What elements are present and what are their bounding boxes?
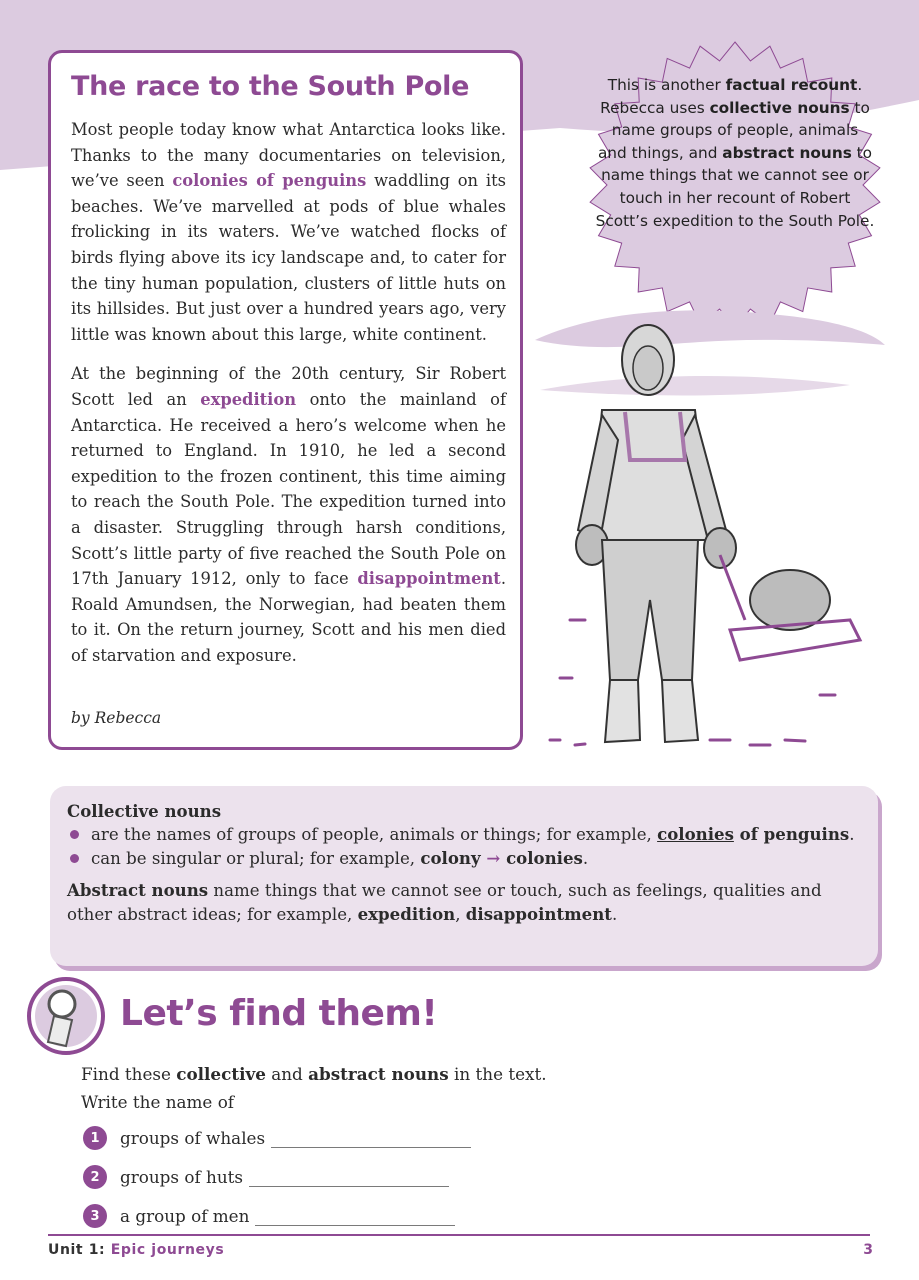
unit-label: Unit 1: <box>48 1242 106 1258</box>
answer-line-3[interactable] <box>255 1207 455 1226</box>
question-number-badge: 2 <box>83 1165 107 1189</box>
bold-term: expedition <box>357 904 456 925</box>
text-run: . <box>611 905 618 925</box>
bullet-dot-icon <box>70 830 79 839</box>
bold-term: Abstract nouns <box>67 880 209 901</box>
story-title: The race to the South Pole <box>71 71 470 102</box>
story-box <box>48 50 523 750</box>
text-run: Find these <box>81 1064 177 1084</box>
arrow-icon: → <box>480 847 507 868</box>
text-run: to name groups of people, animals and things, and <box>597 98 870 162</box>
text-run: waddling on its beaches. We’ve marvelled at pods of blue whales frolicking in its waters. We’ve watched flocks of birds flying above its icy landscape and, to cater for the tiny human population, clusters of little huts on its hillsides. But just over a hundred years ago, very little was known about this large, white continent. <box>71 171 506 344</box>
grammar-info-panel <box>50 786 878 966</box>
text-run: are the names of groups of people, animals or things; for example, <box>91 824 658 844</box>
story-byline: by Rebecca <box>71 709 162 727</box>
unit-title: Epic journeys <box>110 1242 225 1258</box>
question-2 <box>83 1164 449 1190</box>
text-run: . Rebecca uses <box>600 76 863 117</box>
text-run: onto the mainland of Antarctica. He received a hero’s welcome when he returned to England. In 1910, he led a second expedition to the frozen continent, this time aiming to reach the South Pole. The expedition turned into a disaster. Struggling through harsh conditions, Scott’s little party of five reached the South Pole on 17th January 1912, only to face <box>71 389 506 589</box>
text-run: , <box>455 905 466 925</box>
bullet-dot-icon <box>70 854 79 863</box>
story-paragraph-2 <box>71 361 506 668</box>
question-text: a group of men <box>120 1206 250 1226</box>
explorer-illustration <box>530 300 890 780</box>
bold-term: of penguins <box>733 823 850 844</box>
text-run: to name things that we cannot see or touch in her recount of Robert Scott’s expedition to the South Pole. <box>595 143 875 230</box>
list-item <box>67 847 857 871</box>
answer-line-1[interactable] <box>271 1129 471 1148</box>
activity-instructions <box>81 1060 547 1116</box>
abstract-nouns-definition <box>67 879 857 927</box>
activity-heading: Let’s find them! <box>120 993 438 1034</box>
speech-bubble-text <box>595 74 875 232</box>
question-3 <box>83 1203 455 1229</box>
text-run: name things that we cannot see or touch, such as feelings, qualities and other abstract ideas; for example, <box>67 881 822 925</box>
question-number-badge: 3 <box>83 1204 107 1228</box>
text-run: . <box>582 848 589 868</box>
bold-term: colony <box>420 847 481 868</box>
question-number-badge: 1 <box>83 1126 107 1150</box>
collective-nouns-bullet-1 <box>91 825 855 844</box>
bold-term: abstract nouns <box>722 143 852 162</box>
story-paragraph-1 <box>71 117 506 347</box>
text-run: This is another <box>607 76 726 94</box>
underlined-term: colonies <box>657 823 734 844</box>
highlighted-noun: colonies of penguins <box>172 171 367 191</box>
text-run: and <box>265 1064 309 1084</box>
bold-term: collective nouns <box>709 98 850 117</box>
question-text: groups of whales <box>120 1128 266 1148</box>
question-text: groups of huts <box>120 1167 243 1187</box>
list-item <box>67 823 857 847</box>
answer-line-2[interactable] <box>249 1168 449 1187</box>
magnifying-glass-icon <box>26 976 106 1056</box>
collective-nouns-heading: Collective nouns <box>67 801 222 821</box>
bold-term: disappointment <box>465 904 612 925</box>
bold-term: abstract nouns <box>308 1064 449 1084</box>
bold-term: colonies <box>506 847 583 868</box>
footer-rule <box>48 1234 870 1236</box>
story-body <box>71 117 506 682</box>
text-run: At the beginning of the 20th century, Sir Robert Scott led an <box>71 364 506 409</box>
bold-term: factual recount <box>725 76 858 94</box>
instruction-line-2: Write the name of <box>81 1092 235 1112</box>
bold-term: collective <box>176 1064 266 1084</box>
text-run: in the text. <box>448 1064 547 1084</box>
collective-nouns-bullet-2 <box>91 849 588 868</box>
collective-nouns-list <box>67 823 857 871</box>
text-run: . <box>849 824 855 844</box>
instruction-line-1 <box>81 1060 547 1088</box>
highlighted-noun: expedition <box>200 389 297 409</box>
question-1 <box>83 1125 471 1151</box>
text-run: . Roald Amundsen, the Norwegian, had beaten them to it. On the return journey, Scott and his men died of starvation and exposure. <box>71 569 506 665</box>
footer-unit <box>48 1242 224 1258</box>
text-run: can be singular or plural; for example, <box>91 848 421 868</box>
highlighted-noun: disappointment <box>357 569 501 589</box>
page-number: 3 <box>863 1242 873 1258</box>
text-run: Most people today know what Antarctica looks like. Thanks to the many documentaries on television, we’ve seen <box>71 120 506 191</box>
